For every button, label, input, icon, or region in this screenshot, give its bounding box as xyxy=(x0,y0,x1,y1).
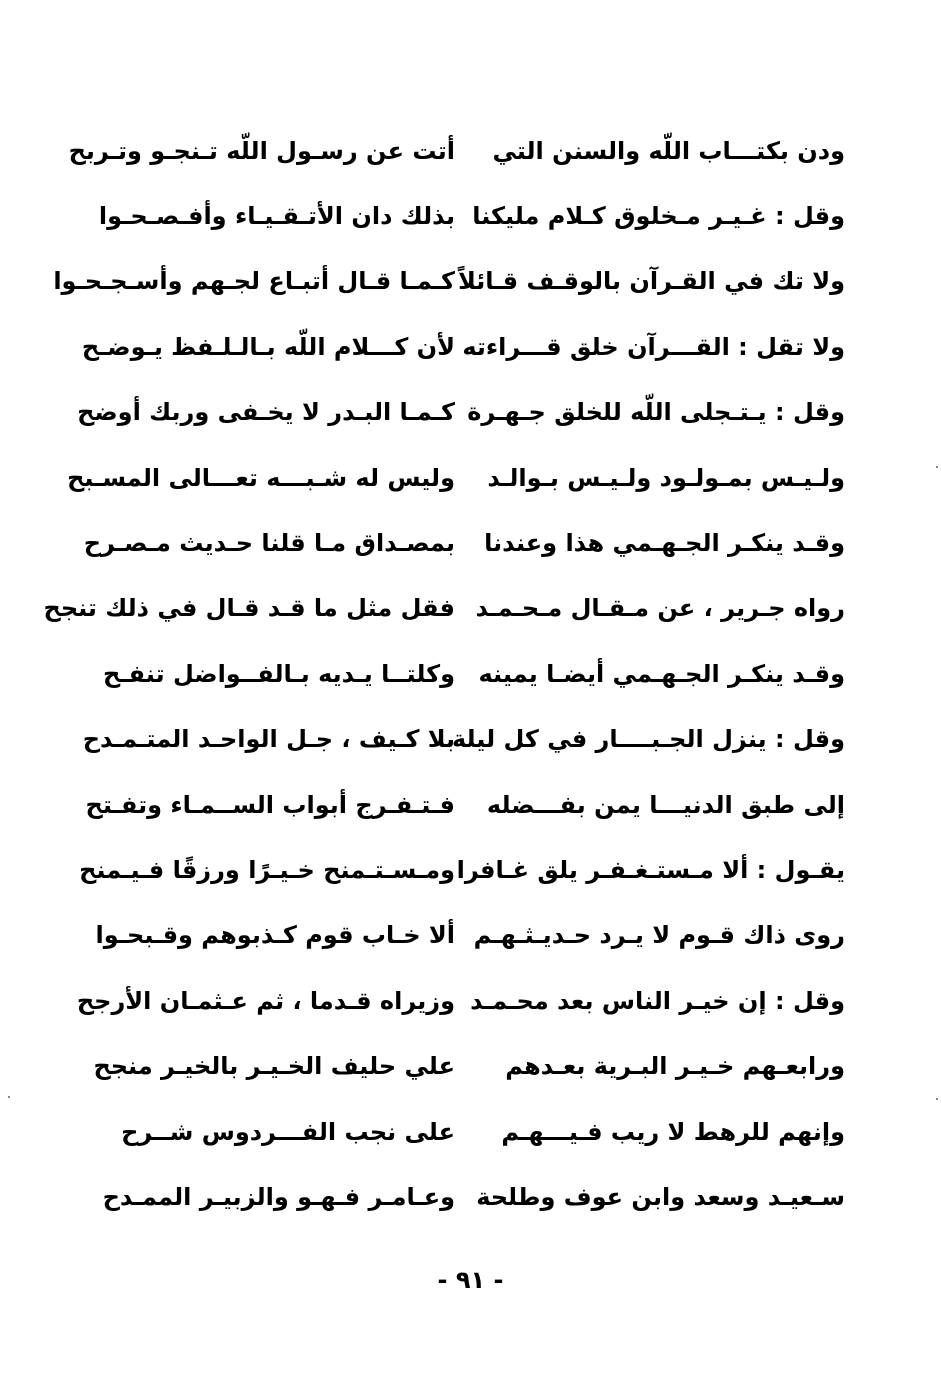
verse-line xyxy=(98,183,845,248)
verse-second-hemistich: أتت عن رسـول اللّه تـنجـو وتـربح xyxy=(68,136,455,165)
scan-speck xyxy=(936,1098,938,1100)
verse-line xyxy=(103,641,845,706)
poem-body xyxy=(43,118,845,1230)
verse-line xyxy=(68,118,845,183)
verse-first-hemistich: سـعيـد وسعد وابن عوف وطلحة xyxy=(476,1182,845,1211)
verse-line xyxy=(82,707,845,772)
verse-first-hemistich: وقل : يـتـجلى اللّه للخلق جـهـرة xyxy=(467,398,845,427)
verse-line xyxy=(76,968,845,1033)
verse-first-hemistich: ودن بكتـــاب اللّه والسنن التي xyxy=(492,136,845,165)
verse-first-hemistich: روى ذاك قـوم لا يـرد حـديـثـهـم xyxy=(473,921,845,950)
verse-line xyxy=(121,1099,845,1164)
verse-line xyxy=(85,772,845,837)
verse-line xyxy=(93,1033,845,1098)
verse-second-hemistich: فـتـفـرج أبواب الســمـاء وتفـتح xyxy=(85,790,455,819)
verse-first-hemistich: ولا تك في القـرآن بالوقـف قـائلاً xyxy=(457,267,845,296)
verse-second-hemistich: ألا خـاب قوم كـذبوهم وقـبحـوا xyxy=(95,921,455,950)
verse-second-hemistich: وزيراه قـدما ، ثم عـثمـان الأرجح xyxy=(76,986,455,1015)
verse-first-hemistich: ورابعـهم خـيـر البـرية بعـدهم xyxy=(505,1052,845,1081)
verse-line xyxy=(77,380,845,445)
verse-second-hemistich: وعـامـر فـهـو والزبيـر الممـدح xyxy=(102,1182,455,1211)
verse-line xyxy=(79,837,845,902)
verse-line xyxy=(102,1164,845,1229)
verse-first-hemistich: وقـد ينكـر الجـهـمي هذا وعندنا xyxy=(484,529,845,558)
verse-second-hemistich: كـمـا قـال أتبـاع لجـهم وأسـجـحـوا xyxy=(53,267,455,296)
verse-first-hemistich: وقـد ينكـر الجـهـمي أيضـا يمينه xyxy=(478,659,845,688)
verse-first-hemistich: وقل : غـيـر مـخلوق كـلام مليكنا xyxy=(472,202,845,231)
verse-first-hemistich: وقل : إن خيـر الناس بعد محـمـد xyxy=(470,986,845,1015)
verse-first-hemistich: وإنهم للرهط لا ريب فـيـــهـم xyxy=(501,1117,845,1146)
verse-first-hemistich: ولـيـس بمـولـود ولـيـس بـوالـد xyxy=(487,463,845,492)
verse-second-hemistich: ومـسـتـمنح خـيـرًا ورزقًا فـيـمنح xyxy=(79,855,455,884)
verse-second-hemistich: وليس له شـبـــه تعـــالى المسـبح xyxy=(67,463,455,492)
page-number: - ٩١ - xyxy=(437,1266,504,1294)
verse-second-hemistich: بلا كـيف ، جـل الواحـد المتـمـدح xyxy=(82,725,455,754)
verse-second-hemistich: وكلتــا يـديه بـالفــواضل تنفـح xyxy=(103,659,455,688)
verse-second-hemistich: كـمـا البـدر لا يخـفى وربك أوضح xyxy=(77,398,455,427)
verse-line xyxy=(43,576,845,641)
verse-second-hemistich: بذلك دان الأتـقـيـاء وأفـصـحـوا xyxy=(98,202,455,231)
verse-first-hemistich: إلى طبق الدنيـــا يمن بفـــضله xyxy=(486,790,845,819)
verse-second-hemistich: على نجب الفـــردوس شــرح xyxy=(121,1117,455,1146)
verse-first-hemistich: رواه جـرير ، عن مـقـال مـحـمـد xyxy=(475,594,845,623)
verse-second-hemistich: لأن كـــلام اللّه بـالـلـفظ يـوضـح xyxy=(81,332,455,361)
verse-line xyxy=(83,510,845,575)
verse-second-hemistich: علي حليف الخـيـر بالخيـر منجح xyxy=(93,1052,455,1081)
scan-speck xyxy=(936,466,938,468)
verse-first-hemistich: وقل : ينزل الجـبــــار في كل ليلة xyxy=(451,725,845,754)
verse-line xyxy=(95,903,845,968)
verse-second-hemistich: فقل مثل ما قـد قـال في ذلك تنجح xyxy=(43,594,455,623)
scan-speck xyxy=(8,1096,10,1098)
verse-line xyxy=(81,314,845,379)
verse-first-hemistich: ولا تقل : القـــرآن خلق قـــراءته xyxy=(462,332,845,361)
verse-second-hemistich: بمصـداق مـا قلنا حـديث مـصـرح xyxy=(83,529,455,558)
verse-line xyxy=(67,445,845,510)
verse-line xyxy=(53,249,845,314)
verse-first-hemistich: يقـول : ألا مـستـغـفـر يلق غـافرا xyxy=(456,855,845,884)
